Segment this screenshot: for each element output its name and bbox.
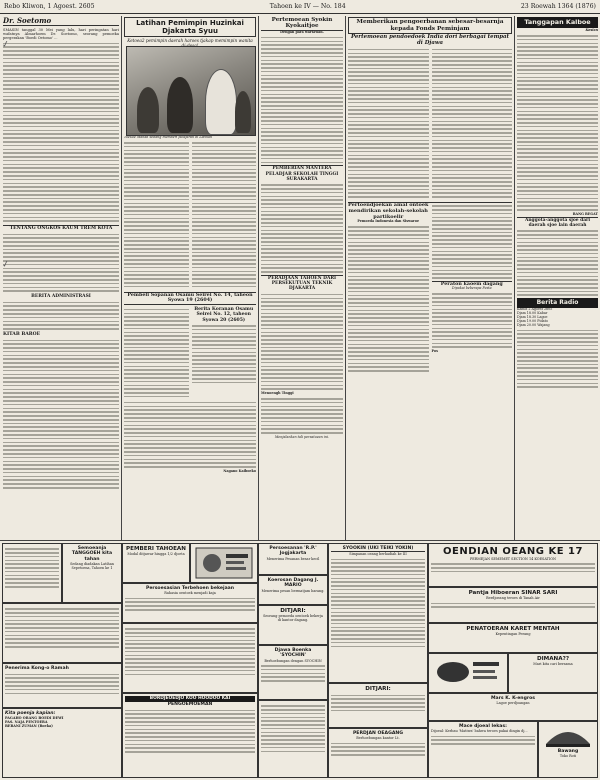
headline-members: Anggota-anggota sjoe dari daerah sjoe lain daerah <box>517 217 598 228</box>
section-heading-administration: BERITA ADMINISTRASI <box>31 294 91 300</box>
ad-title: PEMBERI TAHOEAN <box>126 546 186 552</box>
radio-schedule-item: Djam 20.00 Wajang <box>517 322 550 327</box>
ad-text-lines <box>331 695 425 712</box>
ad-notice <box>2 543 62 603</box>
ad-title: Mars K. K-engros <box>490 696 536 701</box>
ad-text: PERMEJAN SEMEMET SECTION 14 KOESATION <box>470 557 556 561</box>
radio-news-banner: Berita Radio <box>517 298 598 308</box>
column-4 <box>348 17 512 539</box>
article-column <box>432 203 513 374</box>
ad-title: PENATOERAN KARET MENTAH <box>466 626 560 632</box>
masthead-issue: Tahoen ke IV — No. 184 <box>269 3 346 10</box>
column-5 <box>517 17 598 539</box>
headline-fonds: Memberikan pengoerbanan sebesar-besarnja kepada Fonds Peminjam <box>348 17 512 34</box>
ad-pemberi-tahoean <box>122 543 190 583</box>
article-text-lines <box>192 140 257 290</box>
ad-title: Bawang <box>557 749 579 754</box>
masthead <box>0 0 600 14</box>
ad-illustration-icon <box>433 656 503 686</box>
ad-kapian <box>2 708 122 778</box>
ad-text-lines <box>125 710 255 753</box>
article-text-lines <box>517 330 598 388</box>
ad-title: Djawa Boenka 'SYOCHIN' <box>274 648 312 659</box>
ad-jlv <box>258 700 328 778</box>
signature: BANG BEGAT <box>572 211 598 216</box>
ad-text-lines <box>331 743 425 756</box>
column-subtitle: Kesian <box>585 28 598 32</box>
ad-text-lines <box>431 736 535 745</box>
masthead-date: Rebo Kliwon, 1 Agoest. 2605 <box>4 3 95 10</box>
ad-syookin <box>328 543 428 683</box>
handwritten-mark: ✓ <box>1 259 11 271</box>
ad-text: Berhoebungan dengan SYOCHIN <box>264 658 322 663</box>
article-text-lines <box>432 205 513 278</box>
ad-text: Menerima pesan bermatjam barang. <box>261 588 325 593</box>
ad-text-lines <box>125 598 255 611</box>
ad-mars-kengros <box>428 693 598 721</box>
ad-title: DIMANA?? <box>536 656 570 662</box>
ad-hoodoo-kai <box>122 693 258 778</box>
subheadline-india: Pertemoean pendoedoek India dori berbagai tempat di Djawa <box>350 34 510 47</box>
ad-text-lines <box>261 665 325 682</box>
column-divider <box>258 16 259 540</box>
ad-title: Mace djoeal lekas: <box>459 724 507 729</box>
article-text-lines <box>261 398 343 434</box>
article-text-lines <box>432 293 513 348</box>
column-2-body <box>124 136 256 540</box>
ad-ditjari <box>258 605 328 645</box>
column-3 <box>261 17 343 539</box>
ad-text-lines <box>5 674 119 695</box>
closing-line: Menjalankan tali persatoean ini. <box>274 434 330 439</box>
article-text-lines <box>261 184 343 273</box>
ad-text: Berhoebungan kantor Lt. <box>356 736 400 741</box>
article-text-lines <box>3 340 119 489</box>
subheading: Dengan para wartawan. <box>280 29 324 34</box>
ad-text-lines <box>125 628 255 675</box>
ad-title: BORDJEOEDJO KOO HOODOO KAI <box>125 696 255 702</box>
ad-title: Koerosan Dagang J. MARIO <box>267 578 319 589</box>
article-text-lines <box>124 140 189 290</box>
ad-title: Persoesasian Terbehoen bekejaan <box>145 586 235 591</box>
ad-company <box>2 663 122 708</box>
article-text-lines <box>3 302 119 330</box>
ad-text-lines <box>261 705 325 752</box>
article-text-lines <box>3 43 119 222</box>
lead-paragraph: SMASIN tanggal 30 Mei yang lalu, hari peringatan hari wafatnya Almarhoem Dr. Soetomo, seorang pemoeka pergerakan 'Boedi Oetomo' ... <box>3 28 119 41</box>
ad-line: PAGAHO ORANG BOEDI DEWI <box>5 716 64 721</box>
ad-persoesanan-rp <box>258 543 328 575</box>
article-text-lines <box>124 402 256 468</box>
column-divider <box>345 16 346 540</box>
ad-pantja-hiboeran <box>428 587 598 623</box>
article-text-lines <box>517 35 598 211</box>
ad-dimana <box>508 653 598 693</box>
ad-text: Berdjoeang teroes di Tanah Air <box>486 596 540 601</box>
column-1 <box>3 17 119 539</box>
ad-tanggoeh <box>62 543 122 603</box>
ad-karet-mentah <box>428 623 598 653</box>
ad-text-lines <box>5 548 59 587</box>
ad-announcement <box>2 603 122 663</box>
ad-text-lines <box>431 603 595 608</box>
ad-text: Dijoeal: Kerbau 'Matiwa' bahwa teroes pakai dingin dj... <box>431 729 528 734</box>
ad-title: Semoeanja TANGGOEH kita tahan <box>71 546 113 562</box>
article-text-lines <box>124 307 189 400</box>
ad-text: Menerima Pesanan besar kecil <box>266 556 320 561</box>
ad-title: OENDIAN OEANG KE 17 <box>443 546 583 557</box>
ad-title: Penerima Kong-o Ramah <box>5 666 69 671</box>
ad-oendian-oeang <box>428 543 598 587</box>
ad-perdjan <box>328 728 428 778</box>
ad-title: PERDJAN OEAGANG <box>352 731 404 736</box>
column-divider <box>121 16 122 540</box>
article-text-lines <box>348 47 429 200</box>
ad-title: Persoesanan 'R.P.' Jogjakarta <box>269 546 317 557</box>
headline-charity-show: Pertoendjoekan amal ontoek mendirikan sekolah-sekolah partikoelir <box>348 202 429 220</box>
ad-text: Kepentingan Perang <box>495 632 531 637</box>
ad-subtitle: PENGOEMOEMAN <box>167 702 213 707</box>
ad-text: Toko Roti <box>559 754 577 759</box>
ad-text-lines <box>331 559 425 648</box>
subheading: Pemoeda Indonesia dan Siswaroe <box>357 219 420 224</box>
banner-tanggapan: Tanggapan Kalboe <box>517 17 598 28</box>
radio-schedule-item: Kamis 2 Agoest 2605 <box>517 307 553 312</box>
ad-text: Rahasia oentoek menjadi kaja <box>164 591 216 596</box>
column-divider <box>514 16 515 540</box>
article-text-lines <box>261 37 343 163</box>
photo-caption: Toekoe Mahad sedang memberi pelajaran di Latihan <box>124 136 213 139</box>
headline-syokin: Pertemoean Syokin Kyokaitjoe <box>261 17 343 31</box>
article-column <box>348 203 429 374</box>
ad-title: DITJARI: <box>280 608 306 614</box>
news-photo <box>126 46 256 136</box>
article-text-lines <box>432 47 513 200</box>
ad-text-lines <box>5 608 119 647</box>
ad-text: Mari kita cari bersama <box>533 662 573 667</box>
radio-schedule <box>517 308 598 327</box>
signature: Nagano Kaiboeko <box>223 468 256 473</box>
subheading: Pos <box>431 349 438 354</box>
ad-title: DITJARI: <box>365 686 391 692</box>
ad-list <box>122 623 258 693</box>
ad-text: Sedang diadakan Latihan Sepetoena, Tahoen ke 1 <box>70 562 114 571</box>
ad-syochin <box>258 645 328 700</box>
radio-schedule-item: Djam 18.00 Kabar <box>517 311 548 316</box>
headline-surakarta: PEMBERIAN MANTERA PELADJAR SEKOLAH TINGGI SURAKARTA <box>261 165 343 182</box>
ad-persoesasian <box>122 583 258 623</box>
ad-text: Simpanan oeang berhadiah ke III <box>349 552 407 557</box>
article-text-lines <box>348 226 429 371</box>
ad-ditjari-2 <box>328 683 428 728</box>
headline-osamu-seirei-12: Berita Koranan Osamu Seirei No. 12, taheon Syowa 20 (2605) <box>194 306 254 323</box>
ad-text-lines <box>431 563 595 572</box>
ad-line: BERANI ZUMAN (Roeka) <box>5 724 53 729</box>
masthead-hijri-date: 23 Roewah 1364 (1876) <box>520 3 596 10</box>
ad-title: SYOOKIN (UKI TEIKI YOKIN) <box>331 546 425 552</box>
handwritten-mark: ✓ <box>1 39 11 51</box>
ad-text: Lagoe perdjoangan <box>496 701 530 706</box>
headline-technical-association: PERADJAAN TAHOEN DARI PERSEKUTUAN TEKNIK DJAKARTA <box>261 275 343 292</box>
radio-schedule-item: Djam 19.00 Pidato <box>517 318 548 323</box>
byline: Dr. Soetomo <box>3 17 119 26</box>
ad-bawang <box>538 721 598 778</box>
bakery-icon <box>542 724 594 748</box>
article-text-lines <box>192 325 257 383</box>
ad-mars <box>428 653 508 693</box>
article-text-lines <box>517 230 598 296</box>
ad-line: PAS. NAJA PENTOERA <box>5 720 48 725</box>
ad-title: Pantja Hiboeran SINAR SARI <box>468 590 558 596</box>
ad-dijoeal <box>428 721 538 778</box>
radio-schedule-item: Djam 18.30 Lagoe <box>517 314 548 319</box>
ad-koerosan-dagang <box>258 575 328 605</box>
article-column <box>192 307 257 400</box>
section-heading-book: KITAB BAROE <box>3 331 41 337</box>
ad-image-block <box>190 543 258 583</box>
subheadline: Ketoea2 pemimpin daerah haroes tjakap memimpin wanita <box>127 38 253 43</box>
subheading: Dipakai beberapa Pesta <box>451 286 492 291</box>
headline-osamu-seirei-14: Pembeli Sopanan Osamu Seirei No. 14, taheon Syowa 19 (2604) <box>124 292 256 305</box>
ad-illustration-icon <box>194 546 254 580</box>
article-text-lines <box>3 234 119 292</box>
ad-text: Seorang pemoeda oentoek bekerja di kantor dagang. <box>263 614 323 623</box>
subheading: Menoengh Tinggi <box>261 391 294 396</box>
headline-traders: Peraton kaoem dagang <box>432 281 513 288</box>
section-heading-tram: TENTANG ONGKOS KAUM TREM KOTA <box>3 225 119 231</box>
ad-title: Kita poenja kapian: <box>5 711 56 716</box>
section-divider <box>0 540 600 541</box>
article-text-lines <box>261 294 343 390</box>
ad-text: Modal ditjawar hingga 1/2 djoeta <box>127 552 185 557</box>
headline-leadership-training: Latihan Pemimpin Huzinkai Djakarta Syuu <box>124 17 256 37</box>
